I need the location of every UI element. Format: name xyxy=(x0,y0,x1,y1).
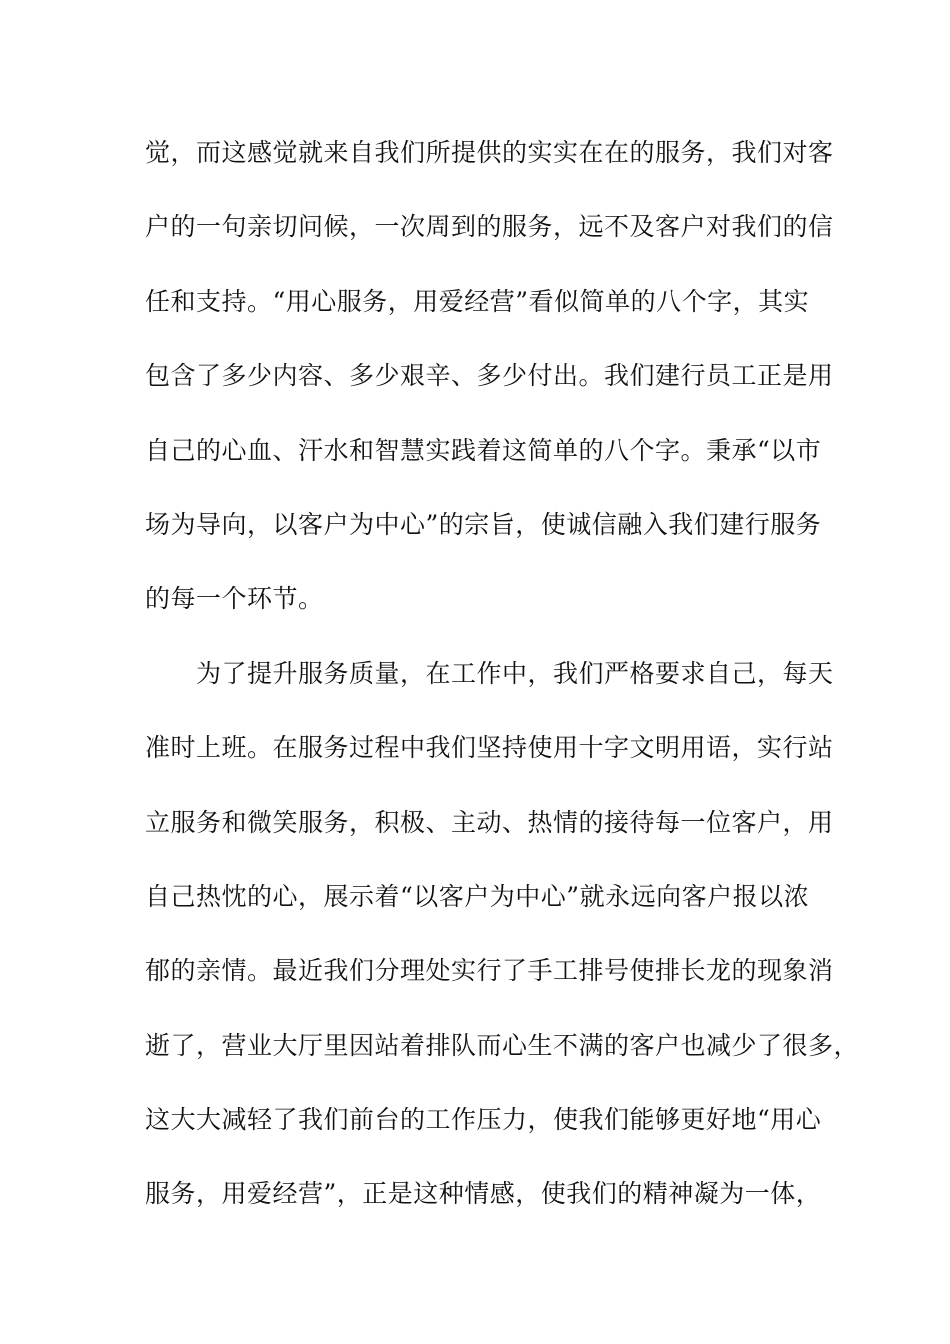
text-line: 包含了多少内容、多少艰辛、多少付出。我们建行员工正是用 xyxy=(145,361,834,391)
text-line: 任和支持。“用心服务，用爱经营”看似简单的八个字，其实 xyxy=(145,286,810,316)
text-line: 逝了，营业大厅里因站着排队而心生不满的客户也减少了很多， xyxy=(145,1030,860,1060)
text-line: 准时上班。在服务过程中我们坚持使用十字文明用语，实行站 xyxy=(145,733,834,763)
text-line: 为了提升服务质量，在工作中，我们严格要求自己，每天 xyxy=(145,658,834,688)
text-line: 场为导向，以客户为中心”的宗旨，使诚信融入我们建行服务 xyxy=(145,509,822,539)
body-text xyxy=(145,128,860,1244)
text-line: 郁的亲情。最近我们分理处实行了手工排号使排长龙的现象消 xyxy=(145,956,834,986)
text-line: 自己的心血、汗水和智慧实践着这简单的八个字。秉承“以市 xyxy=(145,435,822,465)
text-line: 自己热忱的心，展示着“以客户为中心”就永远向客户报以浓 xyxy=(145,881,810,911)
text-line: 的每一个环节。 xyxy=(145,584,324,614)
text-line: 这大大减轻了我们前台的工作压力，使我们能够更好地“用心 xyxy=(145,1105,822,1135)
text-line: 觉，而这感觉就来自我们所提供的实实在在的服务，我们对客 xyxy=(145,138,834,167)
text-line: 服务，用爱经营”，正是这种情感，使我们的精神凝为一体， xyxy=(145,1179,822,1209)
text-line: 户的一句亲切问候，一次周到的服务，远不及客户对我们的信 xyxy=(145,212,834,242)
text-line: 立服务和微笑服务，积极、主动、热情的接待每一位客户，用 xyxy=(145,807,834,837)
